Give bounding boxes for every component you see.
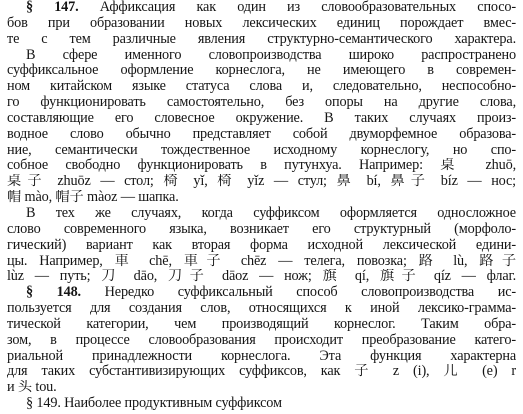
text-line: суффиксальное оформление корнеслога, не имеющего в современ- xyxy=(7,63,516,79)
text-line: 桌子 zhuōz — стол; 椅 yǐ, 椅 yǐz — стул; 鼻 bí, 鼻子 bíz — нос; xyxy=(7,174,516,190)
text-line: зом, в процессе словообразования происходит преобразование катего- xyxy=(7,332,516,348)
text-line: собное свободно функционировать в путунхуа. Например: 桌 zhuō, xyxy=(7,158,516,174)
text-line: для таких субстантивизирующих суффиксов, как 子 z (i), 儿 (e) r xyxy=(7,364,516,380)
text-line: бов при образовании новых лексических единиц порождает вмес- xyxy=(7,15,516,31)
line-text: Нередко суффиксальный способ словопроизводства ис- xyxy=(80,285,516,301)
text-line: тической категории, чем производящий корнеслог. Таким обра- xyxy=(7,316,516,332)
text-line: 帽 mào, 帽子 màoz — шапка. xyxy=(7,190,179,206)
text-line: водное слово обычно представляет собой двуморфемное образова- xyxy=(7,126,516,142)
section-number: § 148. xyxy=(26,285,81,301)
text-line: гический) вариант как вторая форма исходной лексической едини- xyxy=(7,237,516,253)
section-number: § 147. xyxy=(26,0,79,15)
text-line: составляющие его словесное окружение. В таких случаях произ- xyxy=(7,110,516,126)
line-text: Аффиксация как один из словообразовательных спосо- xyxy=(78,0,516,15)
text-line: го функционировать самостоятельно, без опоры на другие слова, xyxy=(7,95,516,111)
text-line: В сфере именного словопроизводства широко распространено xyxy=(26,47,516,63)
text-line xyxy=(7,285,516,301)
text-line: ние, семантически тождественное исходному корнеслогу, но спо- xyxy=(7,142,516,158)
text-line: § 149. Наиболее продуктивным суффиксом xyxy=(26,396,282,412)
text-line: В тех же случаях, когда суффиксом оформляется односложное xyxy=(26,206,516,221)
text-line: слово современного языка, возникает его структурный (морфоло- xyxy=(7,221,516,237)
text-line: риальной принадлежности корнеслога. Эта функция характерна xyxy=(7,348,516,364)
text-line: пользуется для создания слов, относящихся к иной лексико-грамма- xyxy=(7,301,516,317)
text-line xyxy=(7,0,516,16)
text-line: lùz — путь; 刀 dāo, 刀子 dāoz — нож; 旗 qí, 旗子 qíz — флаг. xyxy=(7,269,516,285)
text-line: и 头 tou. xyxy=(7,380,57,396)
text-line: ном китайском языке статуса слова и, следовательно, неспособно- xyxy=(7,79,516,95)
text-line: те с тем различные явления структурно-семантического характера. xyxy=(7,31,516,47)
text-line: цы. Например, 車 chē, 車子 chēz — телега, повозка; 路 lù, 路子 xyxy=(7,253,516,269)
